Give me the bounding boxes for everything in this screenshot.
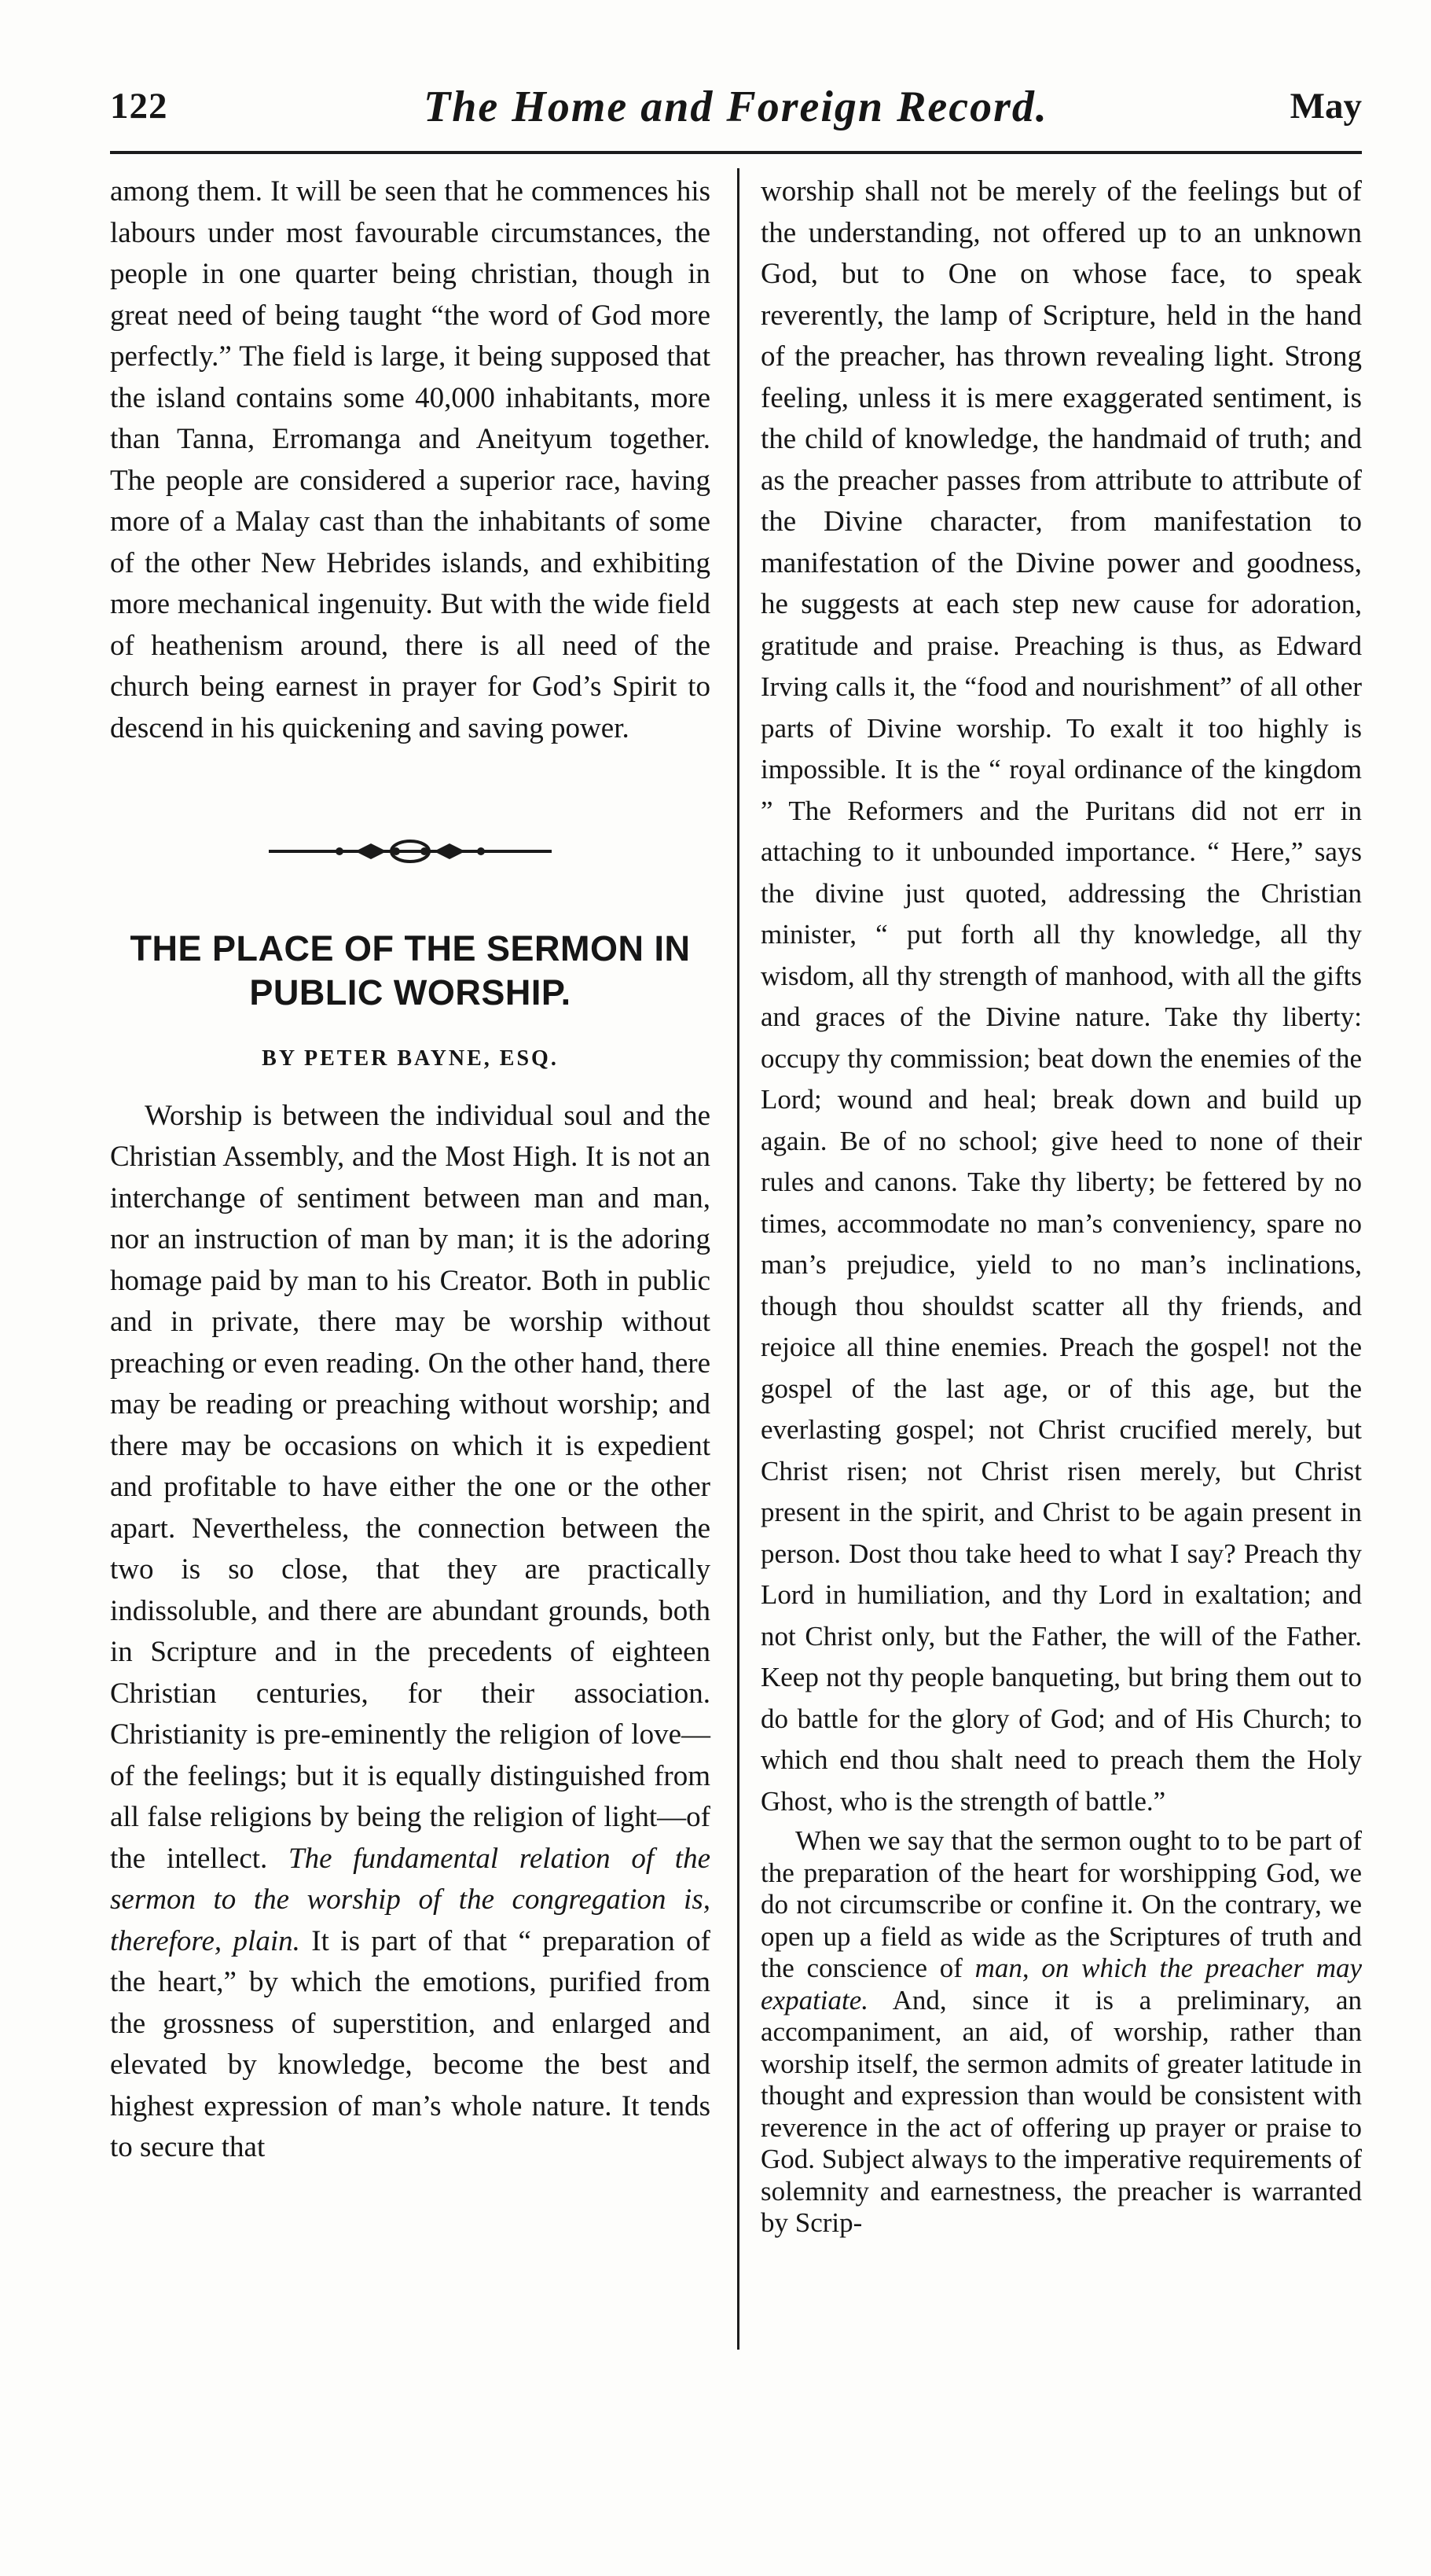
issue-month: May bbox=[1290, 86, 1362, 127]
left-column bbox=[110, 171, 710, 2169]
italic-text: The fundamental relation of the sermon to the worship of the congregation is, therefore, plain. bbox=[110, 1842, 710, 1957]
article-title: THE PLACE OF THE SERMON IN PUBLIC WORSHIP. bbox=[130, 928, 691, 1012]
quoted-text: cause for adoration, gratitude and praise. Preaching is thus, as Edward Irving calls it, the “food and nourishment” of all other parts of Divine worship. To exalt it too highly is impossible. It is the “ royal ordinance of the kingdom ” The Reformers and the Puritans did not err in attaching to it unbounded importance. “ Here,” says the divine just quoted, addressing the Christian minister, “ put forth all thy knowledge, all thy wisdom, all thy strength of manhood, with all the gifts and graces of the Divine nature. Take thy liberty: occupy thy commission; beat down the enemies of the Lord; wound and heal; break down and build up again. Be of no school; give heed to none of their rules and canons. Take thy liberty; be fettered by no times, accommodate no man’s conveniency, spare no man’s prejudice, yield to no man’s inclinations, though thou shouldst scatter all thy friends, and rejoice all thine enemies. Preach the gospel! not the gospel of the last age, or of this age, but the everlasting gospel; not Christ crucified merely, but Christ risen; not Christ risen merely, but Christ present in the spirit, and Christ to be again present in person. Dost thou take heed to what I say? Preach thy Lord in humiliation, and thy Lord in exaltation; and not Christ only, but the Father, the will of the Father. Keep not thy people banqueting, but bring them out to do battle for the glory of God; and of His Church; to which end thou shalt need to preach them the Holy Ghost, who is the strength of battle.” bbox=[761, 589, 1362, 1817]
running-head bbox=[110, 85, 1362, 143]
header-rule bbox=[110, 151, 1362, 154]
periodical-title: The Home and Foreign Record. bbox=[424, 83, 1048, 131]
article-text: And, since it is a preliminary, an accompaniment, an aid, of worship, rather than worship itself, the sermon admits of greater latitude in thought and expression than would be consistent with reverence in the act of offering up prayer or praise to God. Subject always to the imperative requirements of solemnity and earnestness, the preacher is warranted by Scrip- bbox=[761, 1984, 1362, 2238]
continued-paragraph: among them. It will be seen that he commences his labours under most favourable circumstances, the people in one quarter being christian, though in great need of being taught “the word of God more perfectly.” The field is large, it being supposed that the island contains some 40,000 inhabitants, more than Tanna, Erromanga and Aneityum together. The people are considered a superior race, having more of a Malay cast than the inhabitants of some of the other New Hebrides islands, and exhibiting more mechanical ingenuity. But with the wide field of heathenism around, there is all need of the church being earnest in prayer for God’s Spirit to descend in his quickening and saving power. bbox=[110, 175, 710, 744]
right-column bbox=[761, 171, 1362, 2240]
italic-text: man, on which the preacher may expatiate. bbox=[761, 1953, 1363, 2016]
page-number: 122 bbox=[110, 86, 168, 127]
article-text: It is part of that “ preparation of the heart,” by which the emotions, purified from the grossness of superstition, and enlarged and elevated by knowledge, become the best and highest expression of man’s whole nature. It tends to secure that bbox=[110, 1924, 710, 2163]
article-text: Worship is between the individual soul and the Christian Assembly, and the Most High. It is not an interchange of sentiment between man and man, nor an instruction of man by man; it is the adoring homage paid by man to his Creator. Both in public and in private, there may be worship without preaching or even reading. On the other hand, there may be reading or preaching without worship; and there may be occasions on which it is expedient and profitable to have either the one or the other apart. Nevertheless, the connection between the two is so close, that they are practically indissoluble, and there are abundant grounds, both in Scripture and in the precedents of eighteen Christian centuries, for their association. Christianity is pre-eminently the religion of love—of the feelings; but it is equally distinguished from all false religions by being the religion of light—of the intellect. bbox=[110, 1099, 710, 1875]
article-paragraph bbox=[110, 1096, 710, 2169]
article-text: When we say that the sermon ought to to be part of the preparation of the heart for worshipping God, we do not circumscribe or confine it. On the contrary, we open up a field as wide as the Scriptures of truth and the conscience of bbox=[761, 1825, 1362, 1983]
ornamental-rule-icon bbox=[110, 834, 710, 869]
article-paragraph bbox=[761, 171, 1362, 1822]
article-paragraph bbox=[761, 1825, 1362, 2240]
column-divider bbox=[737, 168, 739, 2350]
article-text: worship shall not be merely of the feelings but of the understanding, not offered up to an unknown God, but to One on whose face, to speak reverently, the lamp of Scripture, held in the hand of the preacher, has thrown revealing light. Strong feeling, unless it is mere exaggerated sentiment, is the child of knowledge, the handmaid of truth; and as the preacher passes from attribute to attribute of the Divine character, from manifestation to manifestation of the Divine power and goodness, he suggests at each step new bbox=[761, 175, 1362, 620]
byline: BY PETER BAYNE, ESQ. bbox=[262, 1046, 559, 1071]
